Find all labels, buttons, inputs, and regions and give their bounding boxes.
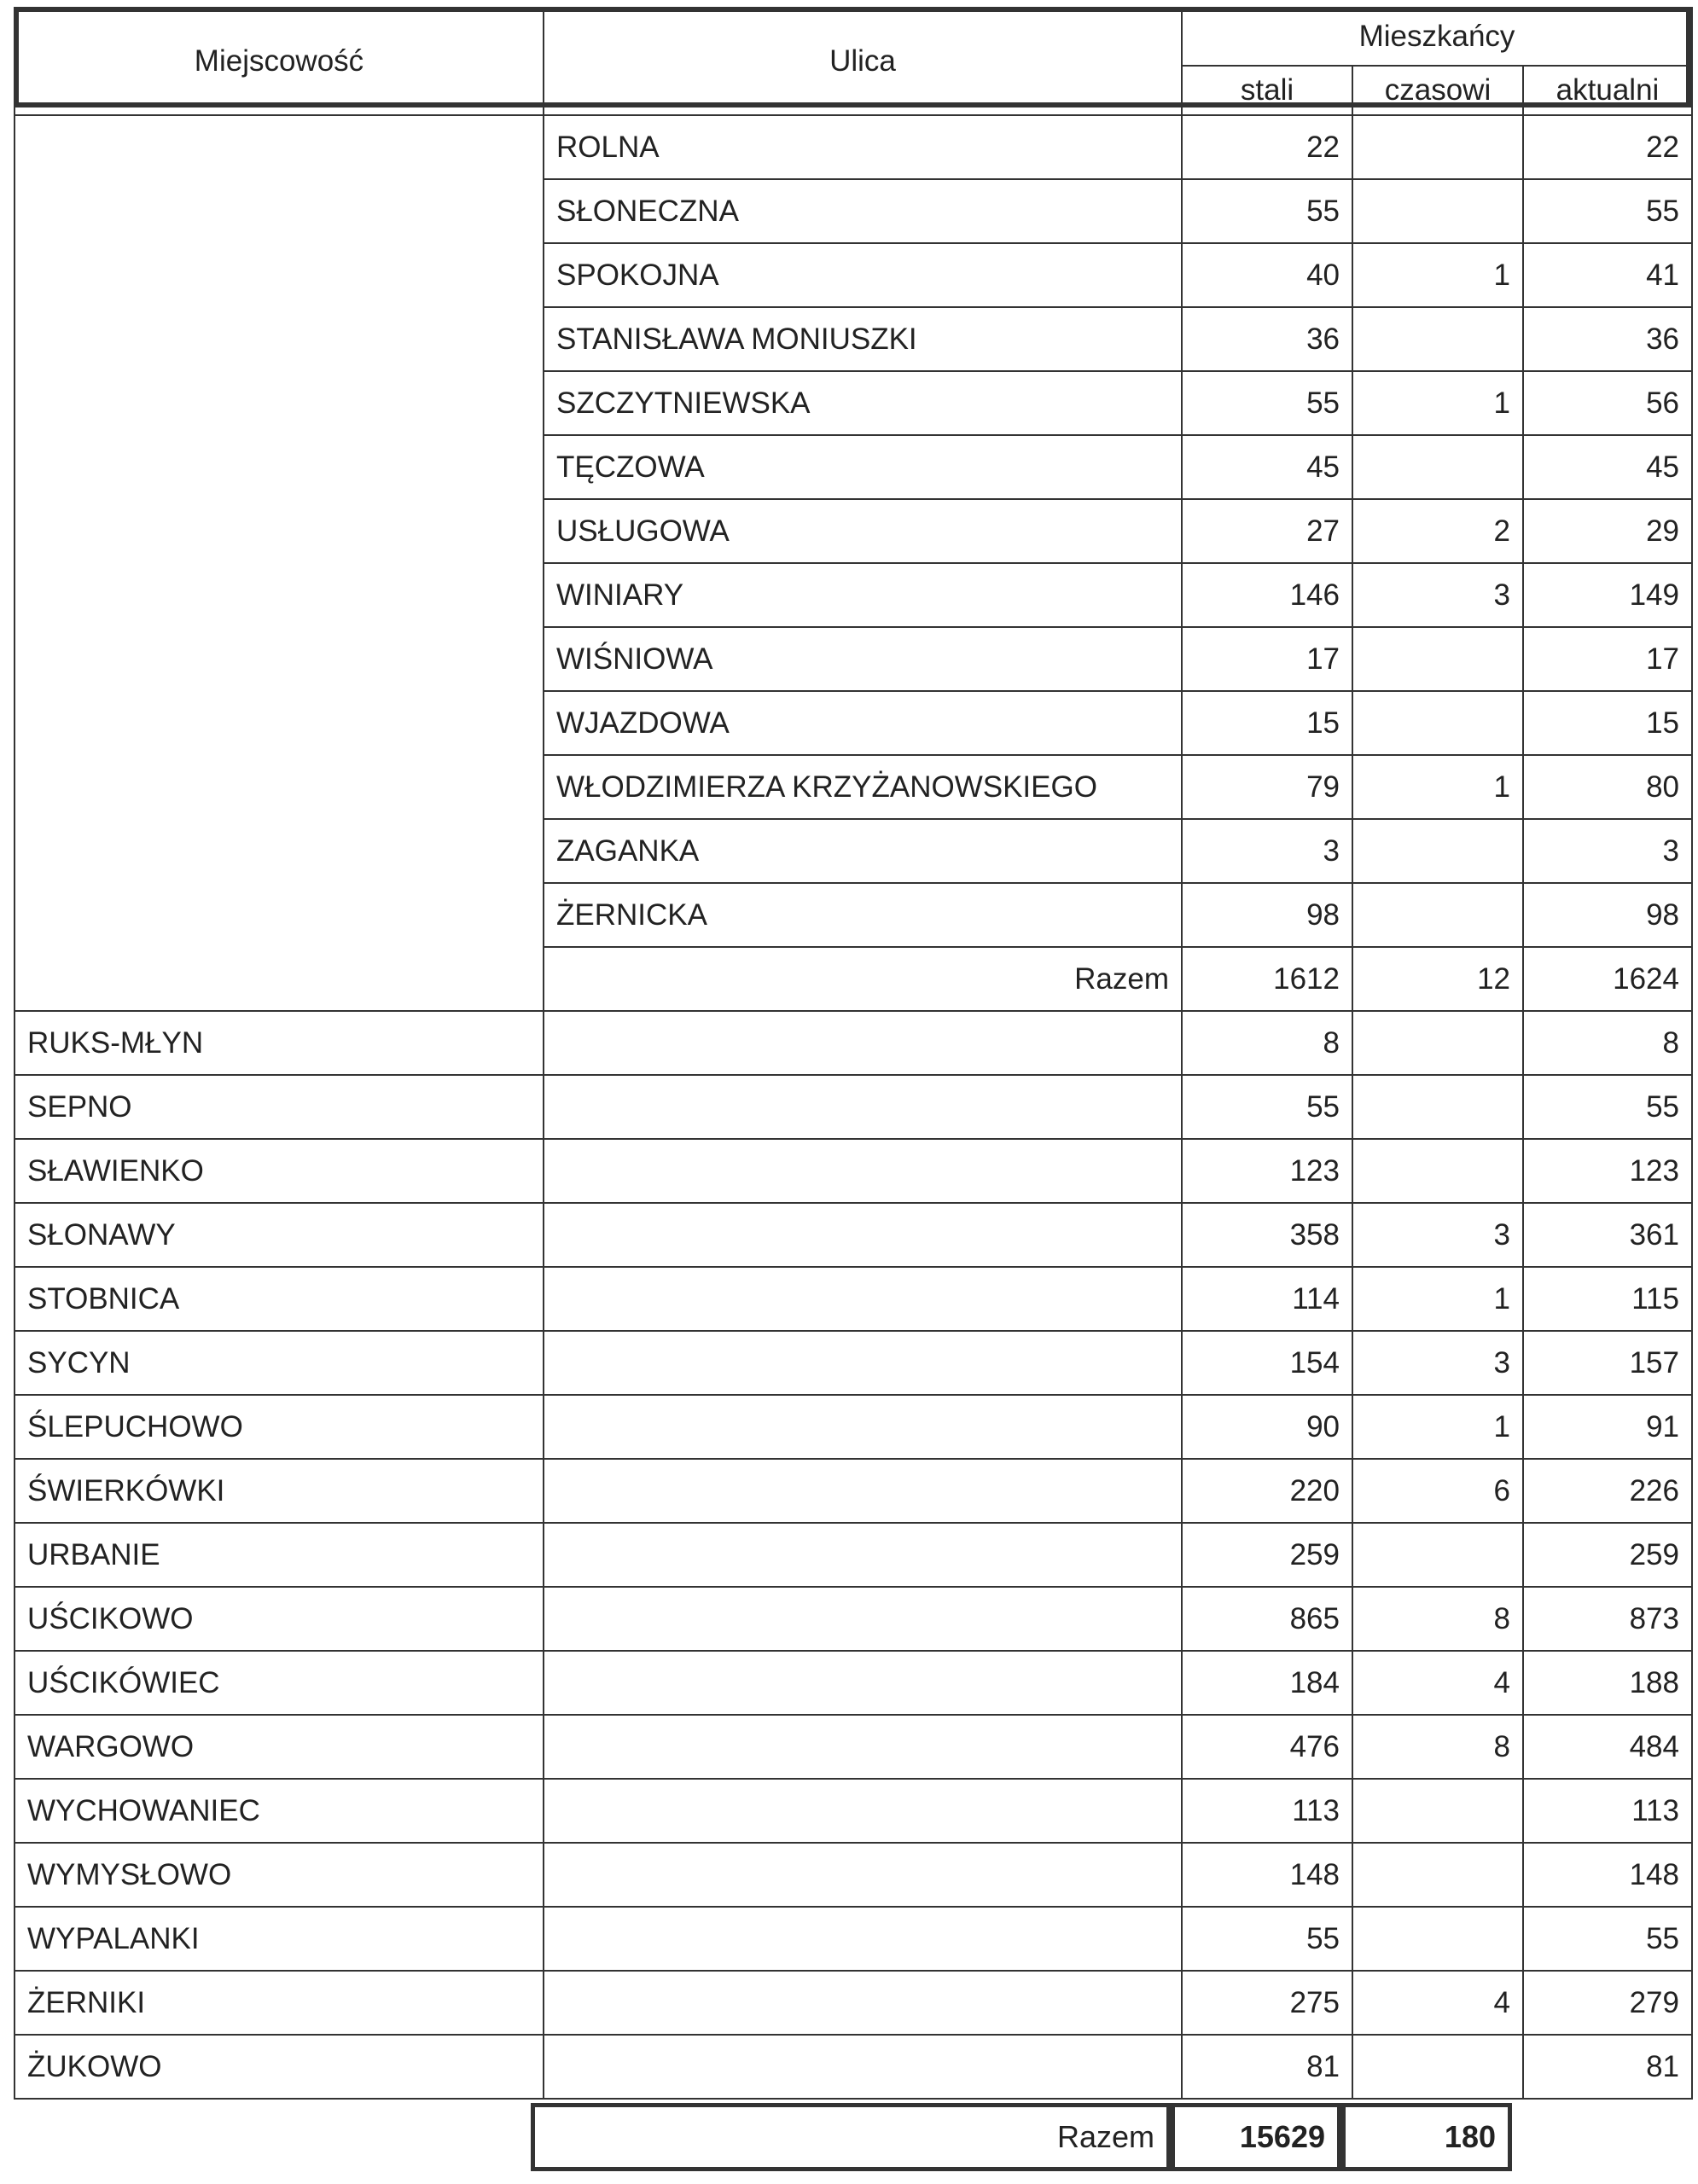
street-name: USŁUGOWA: [544, 499, 1182, 563]
ulica-cell-empty: [544, 1779, 1182, 1843]
czasowi-cell: [1352, 691, 1523, 755]
ulica-cell-empty: [544, 1971, 1182, 2035]
header-ulica: Ulica: [544, 8, 1182, 115]
stali-cell: 27: [1182, 499, 1352, 563]
czasowi-cell: [1352, 1075, 1523, 1139]
locality-row: [15, 1715, 1692, 1779]
czasowi-cell: 3: [1352, 1203, 1523, 1267]
subtotal-czasowi: 12: [1352, 947, 1523, 1011]
locality-name: STOBNICA: [15, 1267, 544, 1331]
street-name: ROLNA: [544, 115, 1182, 179]
czasowi-cell: 6: [1352, 1459, 1523, 1523]
locality-name: ŻUKOWO: [15, 2035, 544, 2099]
czasowi-cell: 2: [1352, 499, 1523, 563]
street-name: ŻERNICKA: [544, 883, 1182, 947]
aktualni-cell: 226: [1523, 1459, 1692, 1523]
czasowi-cell: [1352, 883, 1523, 947]
stali-cell: 3: [1182, 819, 1352, 883]
grand-total-czasowi: 180: [1341, 2103, 1512, 2171]
locality-row: [15, 1075, 1692, 1139]
stali-cell: 55: [1182, 1075, 1352, 1139]
stali-cell: 15: [1182, 691, 1352, 755]
locality-name: WARGOWO: [15, 1715, 544, 1779]
street-name: WIŚNIOWA: [544, 627, 1182, 691]
stali-cell: 55: [1182, 1907, 1352, 1971]
czasowi-cell: [1352, 1779, 1523, 1843]
header-stali: stali: [1182, 66, 1352, 115]
aktualni-cell: 279: [1523, 1971, 1692, 2035]
locality-row: [15, 1203, 1692, 1267]
header-row: [15, 8, 1692, 66]
ulica-cell-empty: [544, 1139, 1182, 1203]
locality-row: [15, 1523, 1692, 1587]
czasowi-cell: [1352, 1139, 1523, 1203]
stali-cell: 90: [1182, 1395, 1352, 1459]
header-aktualni: aktualni: [1523, 66, 1692, 115]
ulica-cell-empty: [544, 1843, 1182, 1907]
ulica-cell-empty: [544, 2035, 1182, 2099]
street-name: WŁODZIMIERZA KRZYŻANOWSKIEGO: [544, 755, 1182, 819]
aktualni-cell: 115: [1523, 1267, 1692, 1331]
ulica-cell-empty: [544, 1395, 1182, 1459]
czasowi-cell: 1: [1352, 1267, 1523, 1331]
aktualni-cell: 259: [1523, 1523, 1692, 1587]
czasowi-cell: [1352, 115, 1523, 179]
locality-name: ŚWIERKÓWKI: [15, 1459, 544, 1523]
locality-name: WYMYSŁOWO: [15, 1843, 544, 1907]
czasowi-cell: 1: [1352, 755, 1523, 819]
locality-row: [15, 1459, 1692, 1523]
stali-cell: 358: [1182, 1203, 1352, 1267]
header-czasowi: czasowi: [1352, 66, 1523, 115]
locality-row: [15, 1267, 1692, 1331]
stali-cell: 148: [1182, 1843, 1352, 1907]
locality-row: [15, 1139, 1692, 1203]
aktualni-cell: 55: [1523, 1075, 1692, 1139]
czasowi-cell: 8: [1352, 1587, 1523, 1651]
stali-cell: 55: [1182, 371, 1352, 435]
stali-cell: 55: [1182, 179, 1352, 243]
header-mieszkancy: Mieszkańcy: [1182, 8, 1692, 66]
czasowi-cell: 1: [1352, 243, 1523, 307]
czasowi-cell: [1352, 435, 1523, 499]
ulica-cell-empty: [544, 1459, 1182, 1523]
aktualni-cell: 36: [1523, 307, 1692, 371]
czasowi-cell: [1352, 1843, 1523, 1907]
stali-cell: 114: [1182, 1267, 1352, 1331]
street-name: TĘCZOWA: [544, 435, 1182, 499]
czasowi-cell: [1352, 307, 1523, 371]
locality-row: [15, 1843, 1692, 1907]
locality-row: [15, 1011, 1692, 1075]
locality-name: SŁAWIENKO: [15, 1139, 544, 1203]
stali-cell: 154: [1182, 1331, 1352, 1395]
stali-cell: 865: [1182, 1587, 1352, 1651]
locality-row: [15, 2035, 1692, 2099]
aktualni-cell: 8: [1523, 1011, 1692, 1075]
aktualni-cell: 123: [1523, 1139, 1692, 1203]
aktualni-cell: 45: [1523, 435, 1692, 499]
aktualni-cell: 17: [1523, 627, 1692, 691]
locality-row: [15, 1651, 1692, 1715]
stali-cell: 146: [1182, 563, 1352, 627]
czasowi-cell: 3: [1352, 563, 1523, 627]
street-name: SZCZYTNIEWSKA: [544, 371, 1182, 435]
stali-cell: 98: [1182, 883, 1352, 947]
stali-cell: 40: [1182, 243, 1352, 307]
aktualni-cell: 29: [1523, 499, 1692, 563]
aktualni-cell: 148: [1523, 1843, 1692, 1907]
locality-name: ŻERNIKI: [15, 1971, 544, 2035]
locality-row: [15, 1779, 1692, 1843]
aktualni-cell: 361: [1523, 1203, 1692, 1267]
stali-cell: 113: [1182, 1779, 1352, 1843]
aktualni-cell: 22: [1523, 115, 1692, 179]
stali-cell: 8: [1182, 1011, 1352, 1075]
aktualni-cell: 80: [1523, 755, 1692, 819]
aktualni-cell: 55: [1523, 179, 1692, 243]
locality-name: SŁONAWY: [15, 1203, 544, 1267]
ulica-cell-empty: [544, 1587, 1182, 1651]
aktualni-cell: 15: [1523, 691, 1692, 755]
aktualni-cell: 98: [1523, 883, 1692, 947]
czasowi-cell: 3: [1352, 1331, 1523, 1395]
ulica-cell-empty: [544, 1907, 1182, 1971]
czasowi-cell: [1352, 819, 1523, 883]
street-name: WJAZDOWA: [544, 691, 1182, 755]
stali-cell: 17: [1182, 627, 1352, 691]
locality-name: RUKS-MŁYN: [15, 1011, 544, 1075]
street-name: WINIARY: [544, 563, 1182, 627]
ulica-cell-empty: [544, 1011, 1182, 1075]
stali-cell: 22: [1182, 115, 1352, 179]
locality-row: [15, 1395, 1692, 1459]
grand-total-stali: 15629: [1171, 2103, 1341, 2171]
ulica-cell-empty: [544, 1203, 1182, 1267]
aktualni-cell: 55: [1523, 1907, 1692, 1971]
stali-cell: 81: [1182, 2035, 1352, 2099]
ulica-cell-empty: [544, 1331, 1182, 1395]
stali-cell: 123: [1182, 1139, 1352, 1203]
street-row: [15, 115, 1692, 179]
residents-table: [14, 7, 1693, 2100]
locality-name: UŚCIKÓWIEC: [15, 1651, 544, 1715]
street-name: SŁONECZNA: [544, 179, 1182, 243]
locality-name: UŚCIKOWO: [15, 1587, 544, 1651]
stali-cell: 79: [1182, 755, 1352, 819]
stali-cell: 275: [1182, 1971, 1352, 2035]
aktualni-cell: 157: [1523, 1331, 1692, 1395]
subtotal-aktualni: 1624: [1523, 947, 1692, 1011]
czasowi-cell: [1352, 2035, 1523, 2099]
stali-cell: 45: [1182, 435, 1352, 499]
locality-row: [15, 1331, 1692, 1395]
locality-row: [15, 1907, 1692, 1971]
stali-cell: 184: [1182, 1651, 1352, 1715]
ulica-cell-empty: [544, 1267, 1182, 1331]
subtotal-label: Razem: [544, 947, 1182, 1011]
grand-total-row: [531, 2103, 1512, 2171]
aktualni-cell: 81: [1523, 2035, 1692, 2099]
locality-row: [15, 1587, 1692, 1651]
grand-total-table: [531, 2103, 1512, 2171]
stali-cell: 36: [1182, 307, 1352, 371]
locality-name: WYPALANKI: [15, 1907, 544, 1971]
aktualni-cell: 484: [1523, 1715, 1692, 1779]
street-name: STANISŁAWA MONIUSZKI: [544, 307, 1182, 371]
aktualni-cell: 188: [1523, 1651, 1692, 1715]
ulica-cell-empty: [544, 1715, 1182, 1779]
ulica-cell-empty: [544, 1651, 1182, 1715]
aktualni-cell: 91: [1523, 1395, 1692, 1459]
header-miejscowosc: Miejscowość: [15, 8, 544, 115]
locality-name: ŚLEPUCHOWO: [15, 1395, 544, 1459]
locality-name: SEPNO: [15, 1075, 544, 1139]
locality-row: [15, 1971, 1692, 2035]
aktualni-cell: 113: [1523, 1779, 1692, 1843]
aktualni-cell: 41: [1523, 243, 1692, 307]
aktualni-cell: 873: [1523, 1587, 1692, 1651]
ulica-cell-empty: [544, 1075, 1182, 1139]
ulica-cell-empty: [544, 1523, 1182, 1587]
stali-cell: 220: [1182, 1459, 1352, 1523]
czasowi-cell: [1352, 1907, 1523, 1971]
czasowi-cell: [1352, 179, 1523, 243]
stali-cell: 259: [1182, 1523, 1352, 1587]
street-name: ZAGANKA: [544, 819, 1182, 883]
subtotal-stali: 1612: [1182, 947, 1352, 1011]
stali-cell: 476: [1182, 1715, 1352, 1779]
miejscowosc-cell-empty: [15, 115, 544, 1011]
czasowi-cell: 4: [1352, 1971, 1523, 2035]
aktualni-cell: 56: [1523, 371, 1692, 435]
czasowi-cell: [1352, 1011, 1523, 1075]
grand-total-label: Razem: [531, 2103, 1171, 2171]
czasowi-cell: 1: [1352, 371, 1523, 435]
czasowi-cell: [1352, 627, 1523, 691]
street-name: SPOKOJNA: [544, 243, 1182, 307]
czasowi-cell: 8: [1352, 1715, 1523, 1779]
czasowi-cell: [1352, 1523, 1523, 1587]
czasowi-cell: 4: [1352, 1651, 1523, 1715]
aktualni-cell: 149: [1523, 563, 1692, 627]
locality-name: WYCHOWANIEC: [15, 1779, 544, 1843]
locality-name: SYCYN: [15, 1331, 544, 1395]
aktualni-cell: 3: [1523, 819, 1692, 883]
czasowi-cell: 1: [1352, 1395, 1523, 1459]
locality-name: URBANIE: [15, 1523, 544, 1587]
